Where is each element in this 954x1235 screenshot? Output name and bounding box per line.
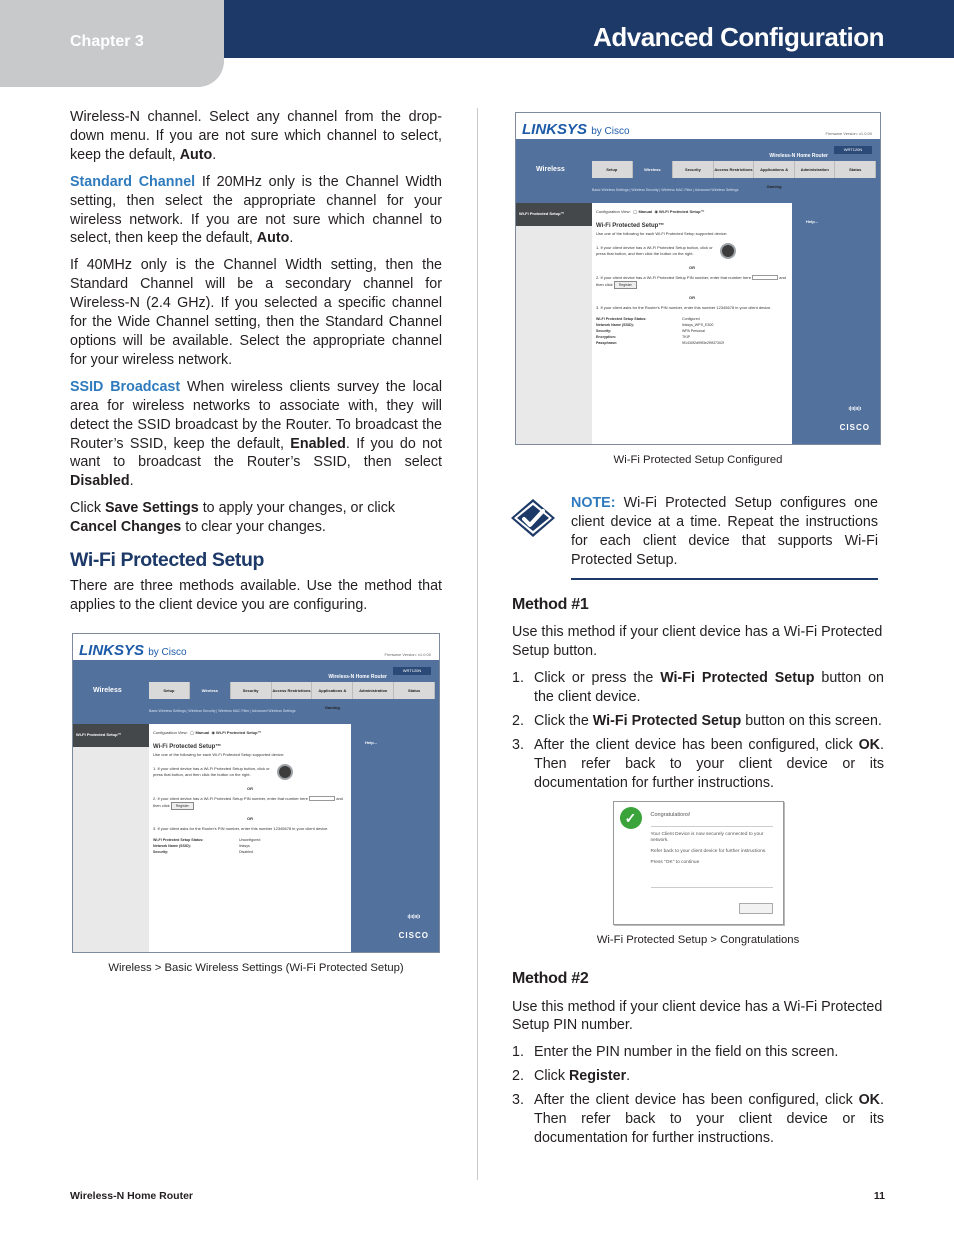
caption-wps-configured: Wi-Fi Protected Setup Configured <box>613 454 783 466</box>
tab-status[interactable]: Status <box>835 161 876 178</box>
help-link[interactable]: Help... <box>806 219 819 224</box>
tab-setup[interactable]: Setup <box>149 682 190 699</box>
help-link[interactable]: Help... <box>365 739 378 745</box>
tab-setup[interactable]: Setup <box>592 161 633 178</box>
tab-access-restrictions[interactable]: Access Restrictions <box>714 161 755 178</box>
method1-steps <box>512 669 884 792</box>
register-button[interactable]: Register <box>614 281 637 289</box>
tab-status[interactable]: Status <box>394 682 435 699</box>
wps-intro-paragraph: There are three methods available. Use the method that applies to the client device you are configuring. <box>70 577 442 613</box>
wps-button-icon[interactable] <box>720 243 736 259</box>
screenshot-wps-configured: LINKSYS by Cisco Firmware Version: v1.0.00 Wireless Wireless-N Home Router WRT120N Setup Wireless Security Access Restrictions Applications & Gaming Administration Status Basic Wireless Settings | Wireless Security | Wireless MAC Filter | Advanced Wireless Settings Wi-Fi Protected Setup™ Help... ı|ıı|ıı|ı CISCO Configuration View: ◯ Manual ◉ Wi-Fi Protected Setup™ Wi-Fi Protected Setup™ Use one of the following for each Wi-Fi Protected Setup supported device: 1. If your client device has a Wi-Fi Protected Setup button, click or press that button, and then click the button on the right. OR 2. If your client device has a Wi-Fi Protected Setup PIN number, enter that number here and then click Register OR 3. If your client asks for the Router's PIN number, enter this number 12345678 in your client device. Wi-Fi Protected Setup Status: Configured Network Name (SSID): linksys_WPS_E300 Security: WPA Personal Encryption: TKIP Passphrase: 9f1430f2d99f3e2f9f37302f <box>515 112 881 445</box>
tab-security[interactable]: Security <box>231 682 272 699</box>
tab-wireless[interactable]: Wireless <box>190 682 231 699</box>
left-column <box>70 108 442 978</box>
caption-basic-wireless: Wireless > Basic Wireless Settings (Wi-Fi Protected Setup) <box>108 961 404 974</box>
list-item: 2. Click Register. <box>512 1068 631 1085</box>
success-check-icon: ✓ <box>620 807 642 829</box>
section-label: Wireless <box>536 166 565 173</box>
method2-intro: Use this method if your client device has a Wi-Fi Protected Setup PIN number. <box>512 998 883 1034</box>
wps-status-configured: Wi-Fi Protected Setup Status: Configured Network Name (SSID): linksys_WPS_E300 Security: WPA Personal Encryption: TKIP Passphrase: 9f1430f2d99f3e2f9f37302f <box>596 317 724 345</box>
ssid-broadcast-paragraph: SSID Broadcast When wireless clients survey the local area for wireless networks to associate with, they will detect the SSID broadcast by the Router. To broadcast the Router’s SSID, keep the default, Enabled. If you do not want to broadcast the Router’s SSID, then select Disabled. <box>70 378 442 490</box>
router-subtabs[interactable]: Basic Wireless Settings | Wireless Security | Wireless MAC Filter | Advanced Wireless Settings <box>149 708 296 713</box>
term-standard-channel: Standard Channel <box>70 173 196 190</box>
note-label: NOTE: <box>571 494 616 511</box>
column-divider <box>477 108 478 1180</box>
40mhz-paragraph: If 40MHz only is the Channel Width setting, then the Standard Channel will be a secondary channel for Wireless-N (2.4 GHz). If you selected a specific channel for the Wide Channel setting, then the Standard Channel options will be available. Select the appropriate channel for your wireless network. <box>70 257 442 368</box>
tab-applications-gaming[interactable]: Applications & Gaming <box>754 161 795 178</box>
tab-applications-gaming[interactable]: Applications & Gaming <box>312 682 353 699</box>
linksys-logo: LINKSYS by Cisco <box>79 641 187 659</box>
ok-button[interactable] <box>739 903 773 914</box>
tab-security[interactable]: Security <box>673 161 714 178</box>
page-title: Advanced Configuration <box>593 22 884 52</box>
router-subtabs[interactable]: Basic Wireless Settings | Wireless Security | Wireless MAC Filter | Advanced Wireless Settings <box>592 188 739 192</box>
nav-label: Wi-Fi Protected Setup™ <box>73 724 149 747</box>
checkmark-note-icon <box>510 498 556 538</box>
method2-steps <box>512 1043 884 1148</box>
list-item: 1. Enter the PIN number in the field on this screen. <box>512 1044 839 1061</box>
congratulations-dialog: ✓ Congratulations! Your Client Device is now securely connected to your network. Refer back to your client device for further instructions. Press "OK" to continue <box>613 801 784 925</box>
standard-channel-paragraph: Standard Channel If 20MHz only is the Channel Width setting, then select the appropriate channel for your wireless network. If you are not sure which channel to select, then keep the default, Auto. <box>70 173 442 247</box>
tab-access-restrictions[interactable]: Access Restrictions <box>272 682 313 699</box>
tab-administration[interactable]: Administration <box>795 161 836 178</box>
firmware-version: Firmware Version: v1.0.00 <box>825 131 872 136</box>
save-settings-paragraph: Click Save Settings to apply your changes, or click Cancel Changes to clear your changes. <box>70 500 396 536</box>
model-badge: WRT120N <box>834 146 872 154</box>
wps-button-icon[interactable] <box>277 764 293 780</box>
register-button[interactable]: Register <box>171 802 194 810</box>
pin-input[interactable] <box>752 275 778 280</box>
model-badge: WRT120N <box>393 667 431 675</box>
router-tabs <box>592 161 876 189</box>
footer-product: Wireless-N Home Router <box>70 1190 194 1202</box>
screenshot-basic-wireless-wps: LINKSYS by Cisco Firmware Version: v1.0.00 Wireless Wireless-N Home Router WRT120N Setup Wireless Security Access Restrictions Applications & Gaming Administration Status Basic Wireless Settings | Wireless Security | Wireless MAC Filter | Advanced Wireless Settings Wi-Fi Protected Setup™ Help... ı|ıı|ıı|ı CISCO Configuration View: ◯ Manual ◉ Wi-Fi Protected Setup™ Wi-Fi Protected Setup™ Use one of the following for each Wi-Fi Protected Setup supported device: 1. If your client device has a Wi-Fi Protected Setup button, click or press that button, and then click the button on the right. OR 2. If your client device has a Wi-Fi Protected Setup PIN number, enter that number here and then click Register OR 3. If your client asks for the Router's PIN number, enter this number 12345678 in your client device. Wi-Fi Protected Setup Status: Unconfigured Network Name (SSID): linksys Security: Disabled <box>72 633 440 953</box>
section-label: Wireless <box>93 686 122 694</box>
pin-input[interactable] <box>309 796 335 801</box>
tab-administration[interactable]: Administration <box>353 682 394 699</box>
caption-congratulations: Wi-Fi Protected Setup > Congratulations <box>596 933 800 946</box>
section-heading-wps: Wi-Fi Protected Setup <box>70 549 265 572</box>
list-item: 3. After the client device has been configured, click OK. Then refer back to your client device or its documentation for further instructions. <box>512 1092 884 1146</box>
channel-paragraph: Wireless-N channel. Select any channel from the drop-down menu. If you are not sure which channel to select, keep the default, Auto. <box>70 109 442 163</box>
chapter-label: Chapter 3 <box>70 33 144 50</box>
product-name: Wireless-N Home Router <box>328 673 387 680</box>
note-box: NOTE: Wi-Fi Protected Setup configures one client device at a time. Repeat the instructions for each client device that supports Wi-Fi Protected Setup. <box>512 494 884 580</box>
method1-intro: Use this method if your client device has a Wi-Fi Protected Setup button. <box>512 624 883 660</box>
list-item: 3. After the client device has been configured, click OK. Then refer back to your client device or its documentation for further instructions. <box>512 736 884 791</box>
page-number: 11 <box>873 1190 885 1202</box>
linksys-logo: LINKSYS by Cisco <box>522 121 630 138</box>
method1-heading: Method #1 <box>512 595 589 613</box>
term-ssid-broadcast: SSID Broadcast <box>70 378 181 395</box>
method2-heading: Method #2 <box>512 969 589 987</box>
cisco-logo: ı|ıı|ıı|ı CISCO <box>398 913 429 940</box>
list-item: 2. Click the Wi-Fi Protected Setup button on this screen. <box>512 713 882 730</box>
tab-wireless[interactable]: Wireless <box>633 161 674 178</box>
nav-label: Wi-Fi Protected Setup™ <box>516 203 592 226</box>
product-name: Wireless-N Home Router <box>769 153 828 159</box>
cisco-logo: ı|ıı|ıı|ı CISCO <box>839 406 870 433</box>
router-tabs <box>149 682 435 710</box>
firmware-version: Firmware Version: v1.0.00 <box>384 651 431 657</box>
congrats-title: Congratulations! <box>650 811 691 818</box>
list-item: 1. Click or press the Wi-Fi Protected Setup button on the client device. <box>512 670 884 706</box>
right-column <box>512 112 884 1153</box>
wps-status: Wi-Fi Protected Setup Status: Unconfigured Network Name (SSID): linksys Security: Disabled <box>153 837 261 854</box>
